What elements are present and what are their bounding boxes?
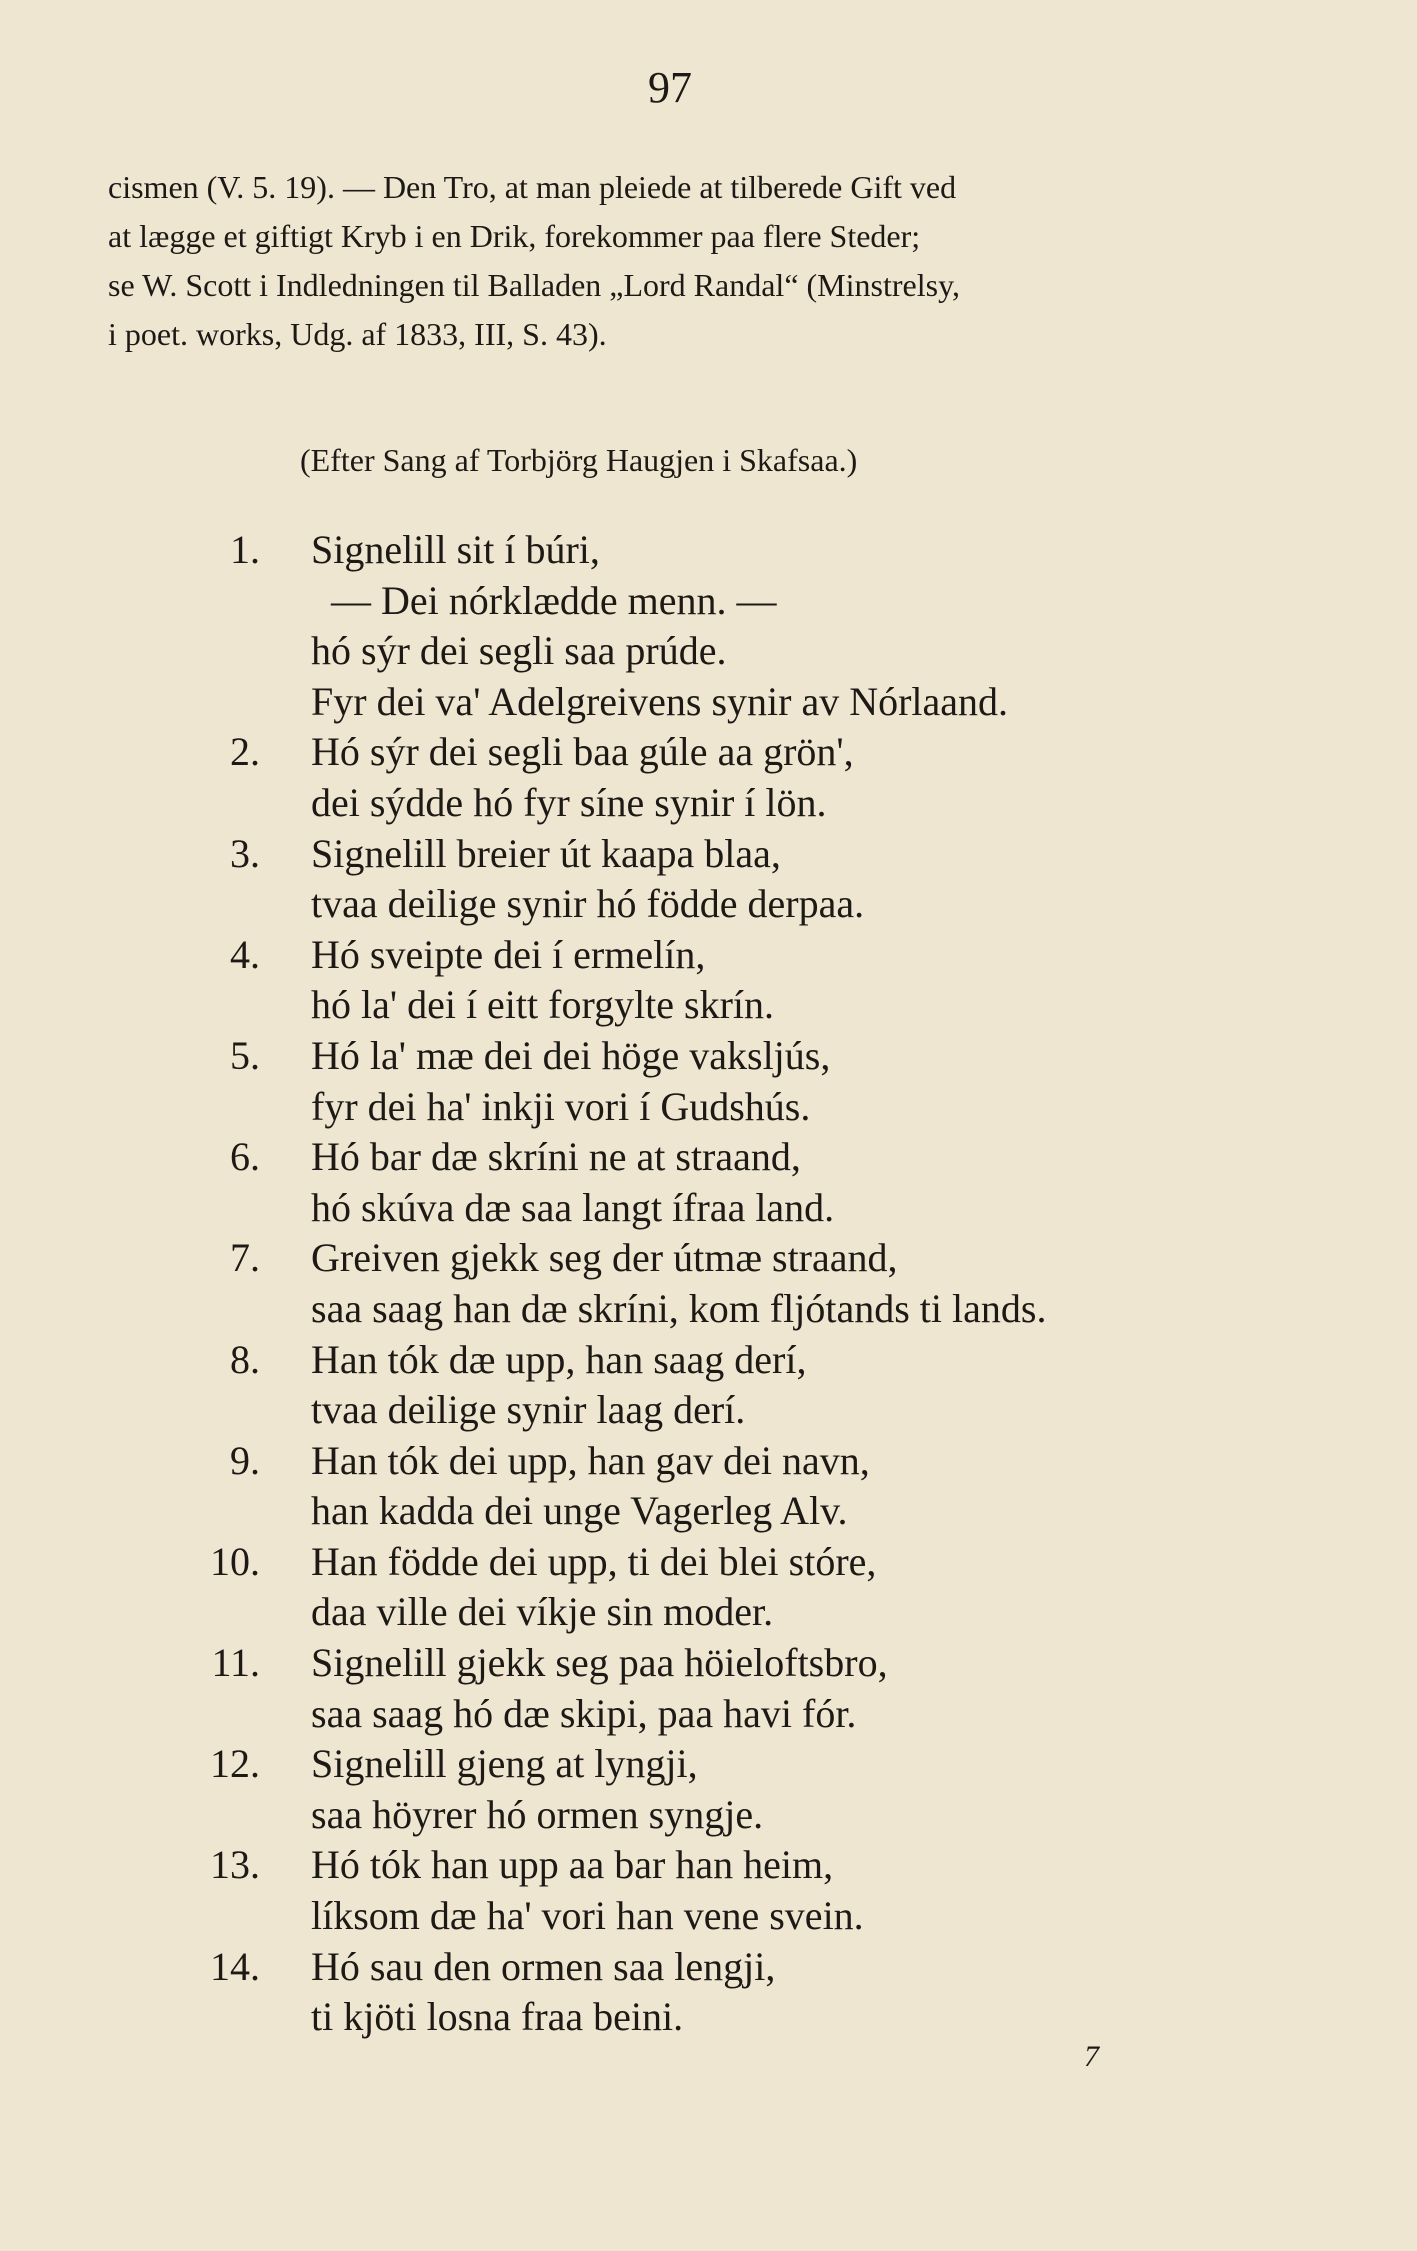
verse-text: saa saag hó dæ skipi, paa havi fór. xyxy=(311,1690,857,1736)
verse-text: saa höyrer hó ormen syngje. xyxy=(311,1791,764,1837)
verse-number: 5. xyxy=(230,1032,260,1078)
verse-number: 6. xyxy=(230,1134,260,1180)
verse-number: 14. xyxy=(210,1943,260,1989)
verse-number: 7. xyxy=(230,1235,260,1281)
verse-number: 11. xyxy=(211,1640,260,1686)
source-note: (Efter Sang af Torbjörg Haugjen i Skafsaa.) xyxy=(300,442,858,478)
verse-text: Hó la' mæ dei dei höge vaksljús, xyxy=(311,1032,831,1078)
verse-number: 4. xyxy=(230,931,260,977)
verse-text: Signelill breier út kaapa blaa, xyxy=(311,830,781,876)
verse-text: saa saag han dæ skríni, kom fljótands ti lands. xyxy=(311,1285,1047,1331)
verse-number: 3. xyxy=(230,830,260,876)
verse-text: Hó sveipte dei í ermelín, xyxy=(311,931,706,977)
verse-text: Signelill sit í búri, xyxy=(311,527,600,572)
verse-text: Han tók dæ upp, han saag derí, xyxy=(311,1336,807,1382)
verse-text: hó skúva dæ saa langt ífraa land. xyxy=(311,1184,835,1230)
verse-number: 8. xyxy=(230,1336,260,1382)
verse-text: Signelill gjeng at lyngji, xyxy=(311,1741,698,1787)
verse-text: Hó tók han upp aa bar han heim, xyxy=(311,1842,834,1888)
verse-text: Hó bar dæ skríni ne at straand, xyxy=(311,1134,801,1180)
verse-text: — Dei nórklædde menn. — xyxy=(331,577,777,623)
verse-number: 1. xyxy=(230,527,260,572)
intro-line: at lægge et giftigt Kryb i en Drik, forekommer paa flere Steder; xyxy=(108,218,921,254)
intro-paragraph xyxy=(108,163,1244,359)
intro-line: i poet. works, Udg. af 1833, III, S. 43). xyxy=(108,316,607,352)
intro-line: se W. Scott i Indledningen til Balladen „Lord Randal“ (Minstrelsy, xyxy=(108,267,960,303)
verse-text: dei sýdde hó fyr síne synir í lön. xyxy=(311,779,827,825)
verse-text: Greiven gjekk seg der útmæ straand, xyxy=(311,1235,898,1281)
verse-text: Han födde dei upp, ti dei blei stóre, xyxy=(311,1538,877,1584)
verse-text: tvaa deilige synir hó födde derpaa. xyxy=(311,881,865,927)
verse-text: Han tók dei upp, han gav dei navn, xyxy=(311,1437,870,1483)
verse-number: 13. xyxy=(210,1842,260,1888)
verse-text: hó sýr dei segli saa prúde. xyxy=(311,628,727,674)
intro-line: cismen (V. 5. 19). — Den Tro, at man pleiede at tilberede Gift ved xyxy=(108,169,957,205)
verse-text: Fyr dei va' Adelgreivens synir av Nórlaand. xyxy=(311,678,1009,724)
verse-text: hó la' dei í eitt forgylte skrín. xyxy=(311,982,775,1028)
signature-mark: 7 xyxy=(1084,2040,1099,2073)
verse-text: han kadda dei unge Vagerleg Alv. xyxy=(311,1488,848,1534)
verse-text: daa ville dei víkje sin moder. xyxy=(311,1589,774,1635)
verse-number: 9. xyxy=(230,1437,260,1483)
verse-text: fyr dei ha' inkji vori í Gudshús. xyxy=(311,1083,811,1129)
verse-text: Hó sýr dei segli baa gúle aa grön', xyxy=(311,729,854,775)
page-number: 97 xyxy=(648,63,692,112)
verse-text: ti kjöti losna fraa beini. xyxy=(311,1994,684,2040)
verse-number: 2. xyxy=(230,729,260,775)
verse-number: 12. xyxy=(210,1741,260,1787)
verse-text: Signelill gjekk seg paa höieloftsbro, xyxy=(311,1640,888,1686)
verse-text: líksom dæ ha' vori han vene svein. xyxy=(311,1893,864,1939)
verse-number: 10. xyxy=(210,1538,260,1584)
verse-text: Hó sau den ormen saa lengji, xyxy=(311,1943,776,1989)
verse-text: tvaa deilige synir laag derí. xyxy=(311,1387,746,1433)
